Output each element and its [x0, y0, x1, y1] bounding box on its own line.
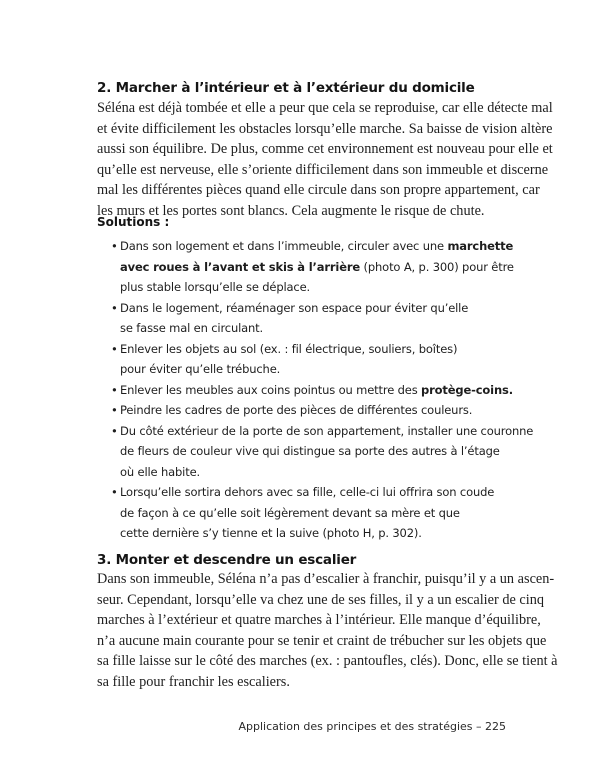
list-item [111, 236, 533, 298]
list-item-line: pour éviter qu’elle trébuche. [120, 362, 281, 376]
list-item-line [120, 380, 533, 401]
list-item-line [120, 236, 533, 257]
list-item-line: cette dernière s’y tienne et la suive (photo H, p. 302). [120, 526, 422, 540]
list-item [111, 482, 533, 544]
paragraph-line: mal les différentes pièces quand elle circule dans son propre appartement, car [97, 182, 540, 198]
list-item-line: de fleurs de couleur vive qui distingue sa porte des autres à l’étage [120, 444, 500, 458]
item-bold-text: protège-coins. [421, 382, 513, 397]
solutions-list [111, 236, 533, 544]
paragraph-line: Séléna est déjà tombée et elle a peur que cela se reproduise, car elle détecte mal [97, 100, 553, 116]
list-item-line: se fasse mal en circulant. [120, 321, 264, 335]
list-item-line: Dans le logement, réaménager son espace pour éviter qu’elle [120, 300, 469, 315]
paragraph-line: aussi son équilibre. De plus, comme cet environnement est nouveau pour elle et [97, 141, 553, 157]
bullet-marker: • [111, 300, 118, 315]
bullet-marker: • [111, 423, 118, 438]
list-item-line [120, 257, 533, 278]
paragraph-line: qu’elle est nerveuse, elle s’oriente difficilement dans son immeuble et discerne [97, 161, 549, 178]
paragraph-line: les murs et les portes sont blancs. Cela augmente le risque de chute. [97, 202, 485, 219]
bullet-marker: • [111, 382, 118, 397]
paragraph-line: n’a aucune main courante pour se tenir et craint de trébucher sur les objets que [97, 632, 547, 649]
section-2-heading: 2. Marcher à l’intérieur et à l’extérieur du domicile [97, 80, 475, 96]
paragraph-line: marches à l’extérieur et quatre marches à l’intérieur. Elle manque d’équilibre, [97, 612, 541, 628]
solutions-label: Solutions : [97, 215, 170, 229]
paragraph-line: seur. Cependant, lorsqu’elle va chez une de ses filles, il y a un escalier de cinq [97, 591, 545, 608]
bullet-marker: • [111, 341, 118, 356]
section-3-heading: 3. Monter et descendre un escalier [97, 552, 357, 568]
bullet-marker: • [111, 485, 118, 499]
paragraph-line: sa fille laisse sur le côté des marches (ex. : pantoufles, clés). Donc, elle se tient à [97, 653, 558, 669]
list-item-line: Enlever les objets au sol (ex. : fil électrique, souliers, boîtes) [120, 341, 458, 356]
list-item-line: où elle habite. [120, 464, 200, 479]
list-item-line: Du côté extérieur de la porte de son appartement, installer une couronne [120, 423, 534, 438]
paragraph-line: et évite difficilement les obstacles lorsqu’elle marche. Sa baisse de vision altère [97, 120, 553, 137]
paragraph-line: Dans son immeuble, Séléna n’a pas d’escalier à franchir, puisqu’il y a un ascen- [97, 571, 555, 587]
list-item-line: Peindre les cadres de porte des pièces de différentes couleurs. [120, 403, 473, 417]
list-item [111, 380, 533, 401]
paragraph-line: sa fille pour franchir les escaliers. [97, 673, 290, 690]
list-item-line: Lorsqu’elle sortira dehors avec sa fille, celle-ci lui offrira son coude [120, 485, 495, 499]
page-footer: Application des principes et des stratégies – 225 [238, 720, 506, 733]
item-text: Enlever les meubles aux coins pointus ou mettre des [120, 382, 422, 397]
section-3-paragraph [97, 569, 558, 692]
list-item [111, 298, 533, 339]
section-2-paragraph [97, 98, 553, 221]
list-item [111, 339, 533, 380]
list-item [111, 421, 533, 483]
item-bold-text: marchette [447, 239, 514, 253]
bullet-marker: • [111, 239, 118, 253]
list-item-line: de façon à ce qu’elle soit légèrement devant sa mère et que [120, 505, 460, 520]
item-text: Dans son logement et dans l’immeuble, circuler avec une [120, 239, 448, 253]
list-item [111, 400, 533, 421]
bullet-marker: • [111, 403, 118, 417]
list-item-line: plus stable lorsqu’elle se déplace. [120, 280, 311, 294]
item-bold-text: avec roues à l’avant et skis à l’arrière [120, 259, 361, 274]
item-text: (photo A, p. 300) pour être [360, 259, 514, 274]
